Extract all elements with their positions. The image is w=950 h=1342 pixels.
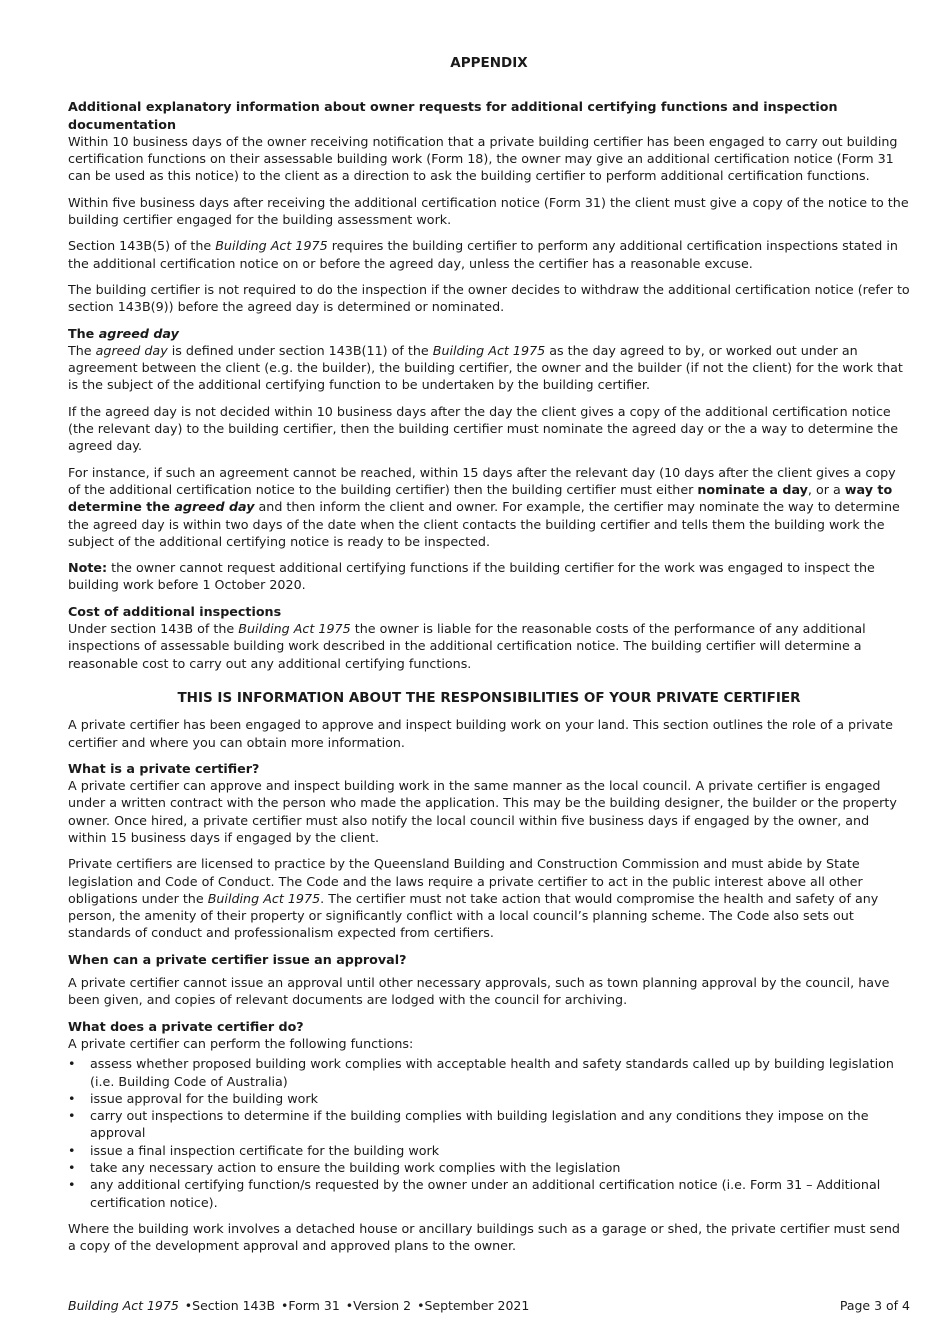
what-is-certifier-paragraph-1: A private certifier can approve and inspect building work in the same manner as the local council. A private certifier is engaged under a written contract with the person who made the application. This may be the building designer, the builder or the property owner. Once hired, a private certifier must also notify the local council within five business days if engaged by the owner, and within 15 business days if engaged by the client. <box>68 778 897 845</box>
list-item: • issue approval for the building work <box>68 1090 910 1107</box>
explanatory-paragraph-2: Within five business days after receiving the additional certification notice (Form 31) the client must give a copy of the notice to the building certifier engaged for the building assessment work. <box>68 194 909 228</box>
explanatory-paragraph-1: Within 10 business days of the owner receiving notification that a private building certifier has been engaged to carry out building certification functions on their assessable building work (Form 18), the owner may give an additional certification notice (Form 31 can be used as this notice) to the client as a direction to ask the building certifier to perform additional certification functions. <box>68 133 898 184</box>
explanatory-heading: Additional explanatory information about owner requests for additional certifying functions and inspection documentation <box>68 99 838 132</box>
footer-bullet: • <box>184 1298 193 1313</box>
what-is-certifier-paragraph-2: Private certifiers are licensed to practice by the Queensland Building and Construction Commission and must abide by State legislation and Code of Conduct. The Code and the laws require a private certifier to act in the public interest above all other obligations under the Building Act 1975. The certifier must not take action that would compromise the health and safety of any person, the amenity of their property or significantly conflict with a local council’s planning scheme. The Code also sets out standards of conduct and professionalism expected from certifiers. <box>68 856 879 941</box>
explanatory-paragraph-3: Section 143B(5) of the Building Act 1975 requires the building certifier to perform any additional certification inspections stated in the additional certification notice on or before the agreed day, unless the certifier has a reasonable excuse. <box>68 238 898 271</box>
responsibilities-title: THIS IS INFORMATION ABOUT THE RESPONSIBILITIES OF YOUR PRIVATE CERTIFIER <box>177 689 801 706</box>
footer-act: Building Act 1975 <box>68 1298 179 1313</box>
what-does-certifier-heading: What does a private certifier do? <box>68 1018 304 1034</box>
footer-date: September 2021 <box>424 1298 530 1313</box>
cost-paragraph: Under section 143B of the Building Act 1975 the owner is liable for the reasonable costs of the performance of any additional inspections of assessable building work described in the additional certification notice. The building certifier will determine a reasonable cost to carry out any additional certifying functions. <box>68 621 866 671</box>
functions-list <box>68 1055 910 1211</box>
responsibilities-intro: A private certifier has been engaged to approve and inspect building work on your land. This section outlines the role of a private certifier and where you can obtain more information. <box>68 717 893 750</box>
document-page <box>68 55 910 1264</box>
list-item: • carry out inspections to determine if the building complies with building legislation and any conditions they impose on the approval <box>68 1107 910 1142</box>
footer-bullet: • <box>345 1298 354 1313</box>
agreed-day-paragraph-3: For instance, if such an agreement cannot be reached, within 15 days after the relevant day (10 days after the client gives a copy of the additional certification notice to the building certifier) then the building certifier must either nominate a day, or a way to determine the agreed day and then inform the client and owner. For example, the certifier may nominate the way to determine the agreed day is within two days of the date when the client contacts the building certifier and tells them the building work the subject of the additional certifying notice is ready to be inspected. <box>68 464 900 549</box>
what-is-certifier-heading: What is a private certifier? <box>68 760 260 776</box>
appendix-title: APPENDIX <box>450 55 528 71</box>
footer-form: Form 31 <box>288 1298 340 1313</box>
cost-heading: Cost of additional inspections <box>68 603 282 619</box>
closing-paragraph: Where the building work involves a detached house or ancillary buildings such as a garage or shed, the private certifier must send a copy of the development approval and approved plans to the owner. <box>68 1220 900 1254</box>
footer-version: Version 2 <box>353 1298 412 1313</box>
when-approval-paragraph: A private certifier cannot issue an approval until other necessary approvals, such as town planning approval by the council, have been given, and copies of relevant documents are lodged with the council for archiving. <box>68 975 890 1008</box>
when-approval-heading: When can a private certifier issue an approval? <box>68 951 407 967</box>
list-item: • assess whether proposed building work complies with acceptable health and safety standards called up by building legislation (i.e. Building Code of Australia) <box>68 1055 910 1090</box>
agreed-day-heading: The agreed day <box>68 325 179 341</box>
agreed-day-paragraph-1: The agreed day is defined under section 143B(11) of the Building Act 1975 as the day agreed to by, or worked out under an agreement between the client (e.g. the builder), the building certifier, the owner and the builder (if not the client) for the work that is the subject of the additional certifying function to be undertaken by the building certifier. <box>68 342 903 393</box>
page-number: Page 3 of 4 <box>839 1298 910 1313</box>
footer-bullet: • <box>281 1298 289 1313</box>
footer-reference <box>68 1298 529 1313</box>
list-item: • take any necessary action to ensure the building work complies with the legislation <box>68 1159 910 1176</box>
page-footer <box>68 1298 910 1313</box>
functions-intro: A private certifier can perform the following functions: <box>68 1035 414 1051</box>
footer-section: Section 143B <box>192 1298 276 1313</box>
note-paragraph: Note: the owner cannot request additional certifying functions if the building certifier for the work was engaged to inspect the building work before 1 October 2020. <box>68 560 875 593</box>
list-item: • issue a final inspection certificate for the building work <box>68 1142 910 1159</box>
explanatory-paragraph-4: The building certifier is not required to do the inspection if the owner decides to withdraw the additional certification notice (refer to section 143B(9)) before the agreed day is determined or nominated. <box>68 281 910 315</box>
footer-bullet: • <box>417 1298 425 1313</box>
agreed-day-paragraph-2: If the agreed day is not decided within 10 business days after the day the client gives a copy of the additional certification notice (the relevant day) to the building certifier, then the building certifier must nominate the agreed day or the a way to determine the agreed day. <box>68 403 899 454</box>
list-item: • any additional certifying function/s requested by the owner under an additional certification notice (i.e. Form 31 – Additional certification notice). <box>68 1176 910 1211</box>
